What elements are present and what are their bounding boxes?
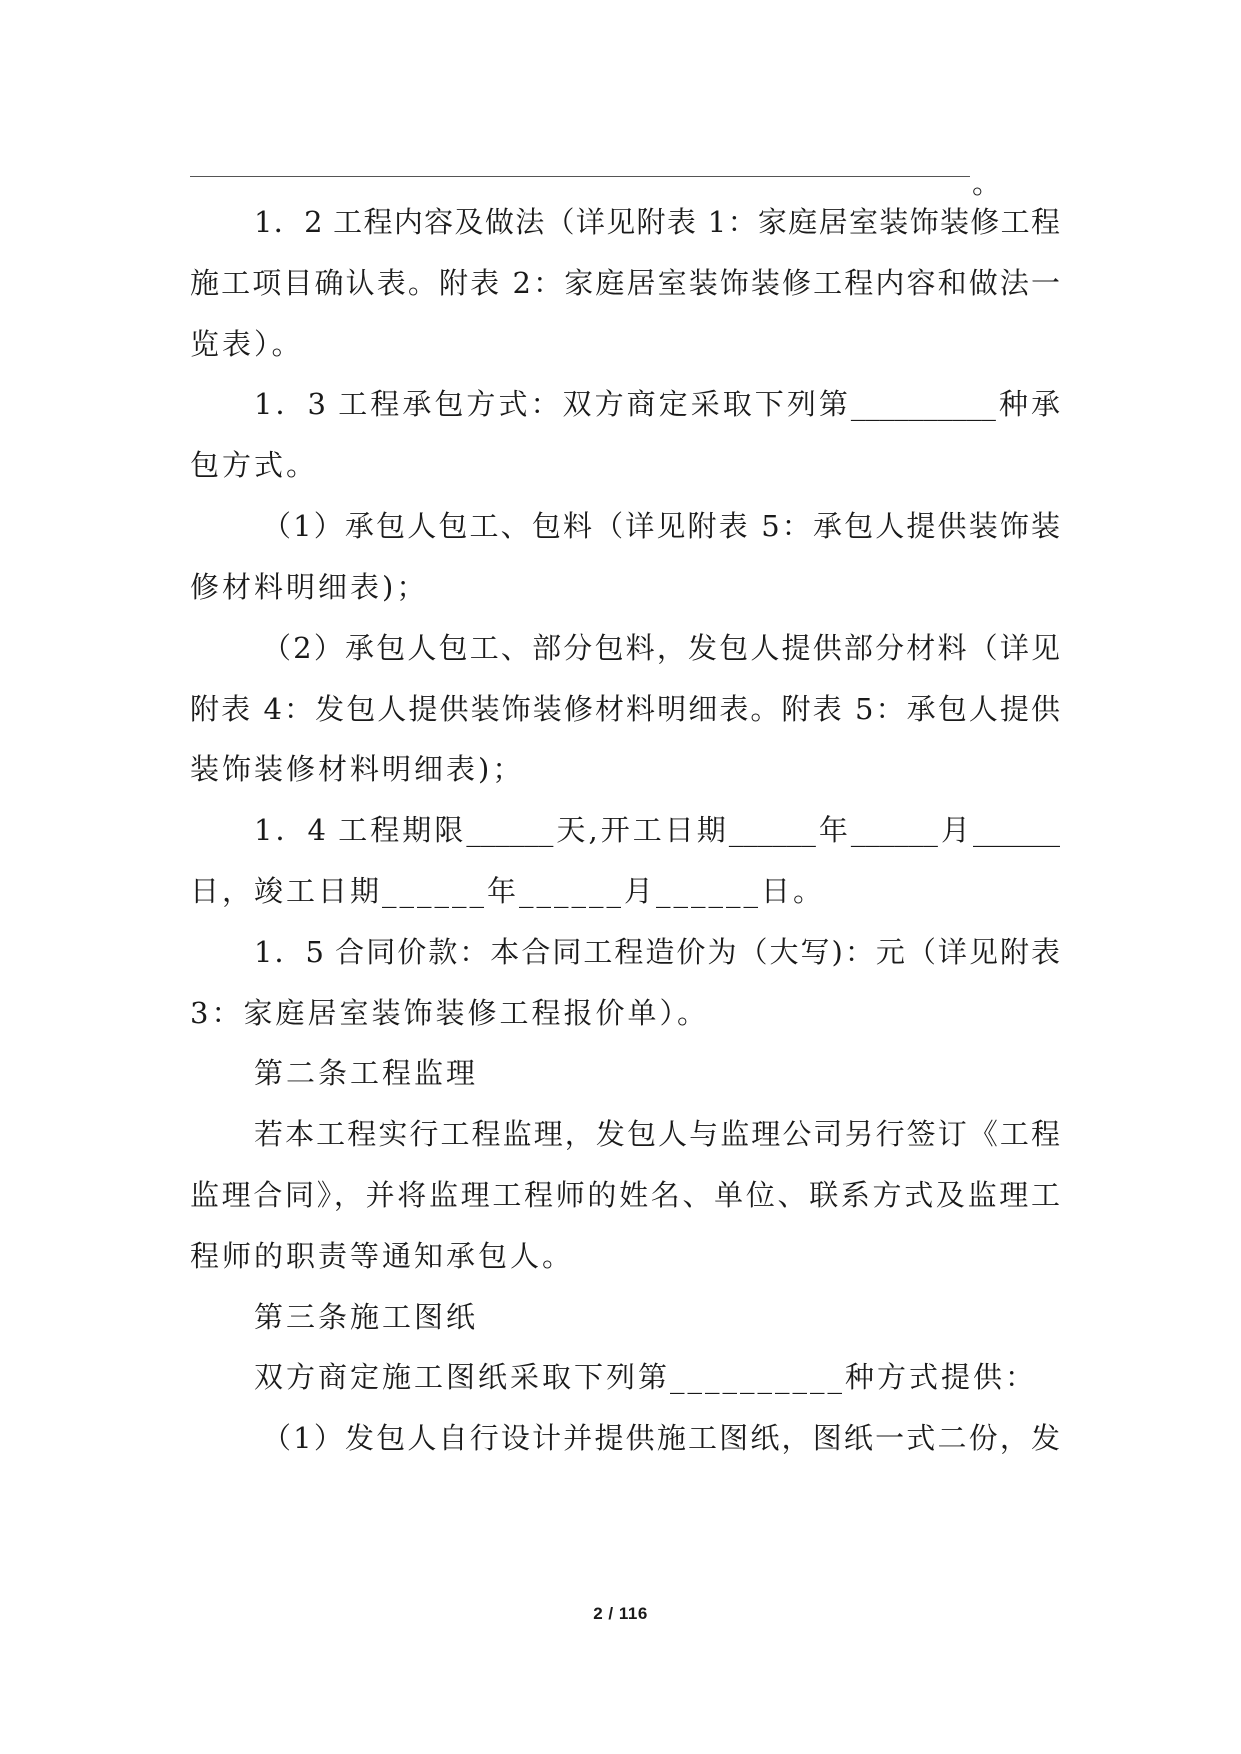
page-number: 2 / 116 <box>593 1604 648 1623</box>
paragraph-line: 包方式。 <box>190 448 319 482</box>
paragraph-line: 修材料明细表)； <box>190 570 429 604</box>
paragraph-line: （1）承包人包工、包料（详见附表 5：承包人提供装饰装 <box>262 509 1060 543</box>
line-end-punctuation: 。 <box>972 166 1002 200</box>
paragraph-line: 日，竣工日期______年______月______日。 <box>190 874 826 908</box>
paragraph-line: 1．2 工程内容及做法（详见附表 1：家庭居室装饰装修工程 <box>254 205 1060 239</box>
paragraph-line: 双方商定施工图纸采取下列第__________种方式提供： <box>254 1360 1038 1394</box>
paragraph-line: 监理合同》，并将监理工程师的姓名、单位、联系方式及监理工 <box>190 1178 1060 1212</box>
paragraph-line: （2）承包人包工、部分包料，发包人提供部分材料（详见 <box>262 631 1060 665</box>
paragraph-line: 装饰装修材料明细表)； <box>190 752 525 786</box>
section-heading: 第二条工程监理 <box>254 1056 479 1090</box>
paragraph-line: （1）发包人自行设计并提供施工图纸，图纸一式二份，发 <box>262 1421 1060 1455</box>
paragraph-line: 1．5 合同价款：本合同工程造价为（大写)：元（详见附表 <box>254 935 1060 969</box>
paragraph-line: 览表）。 <box>190 327 304 361</box>
section-heading: 第三条施工图纸 <box>254 1300 479 1334</box>
paragraph-line: 3：家庭居室装饰装修工程报价单）。 <box>190 996 709 1030</box>
paragraph-line: 附表 4：发包人提供装饰装修材料明细表。附表 5：承包人提供 <box>190 692 1060 726</box>
paragraph-line: 1．4 工程期限______天,开工日期______年______月______ <box>254 813 1060 847</box>
paragraph-line: 1．3 工程承包方式：双方商定采取下列第__________种承 <box>254 387 1060 421</box>
paragraph-line: 若本工程实行工程监理，发包人与监理公司另行签订《工程 <box>254 1117 1060 1151</box>
paragraph-line: 施工项目确认表。附表 2：家庭居室装饰装修工程内容和做法一 <box>190 266 1060 300</box>
paragraph-line: 程师的职责等通知承包人。 <box>190 1239 575 1273</box>
blank-fill-line <box>190 176 970 177</box>
